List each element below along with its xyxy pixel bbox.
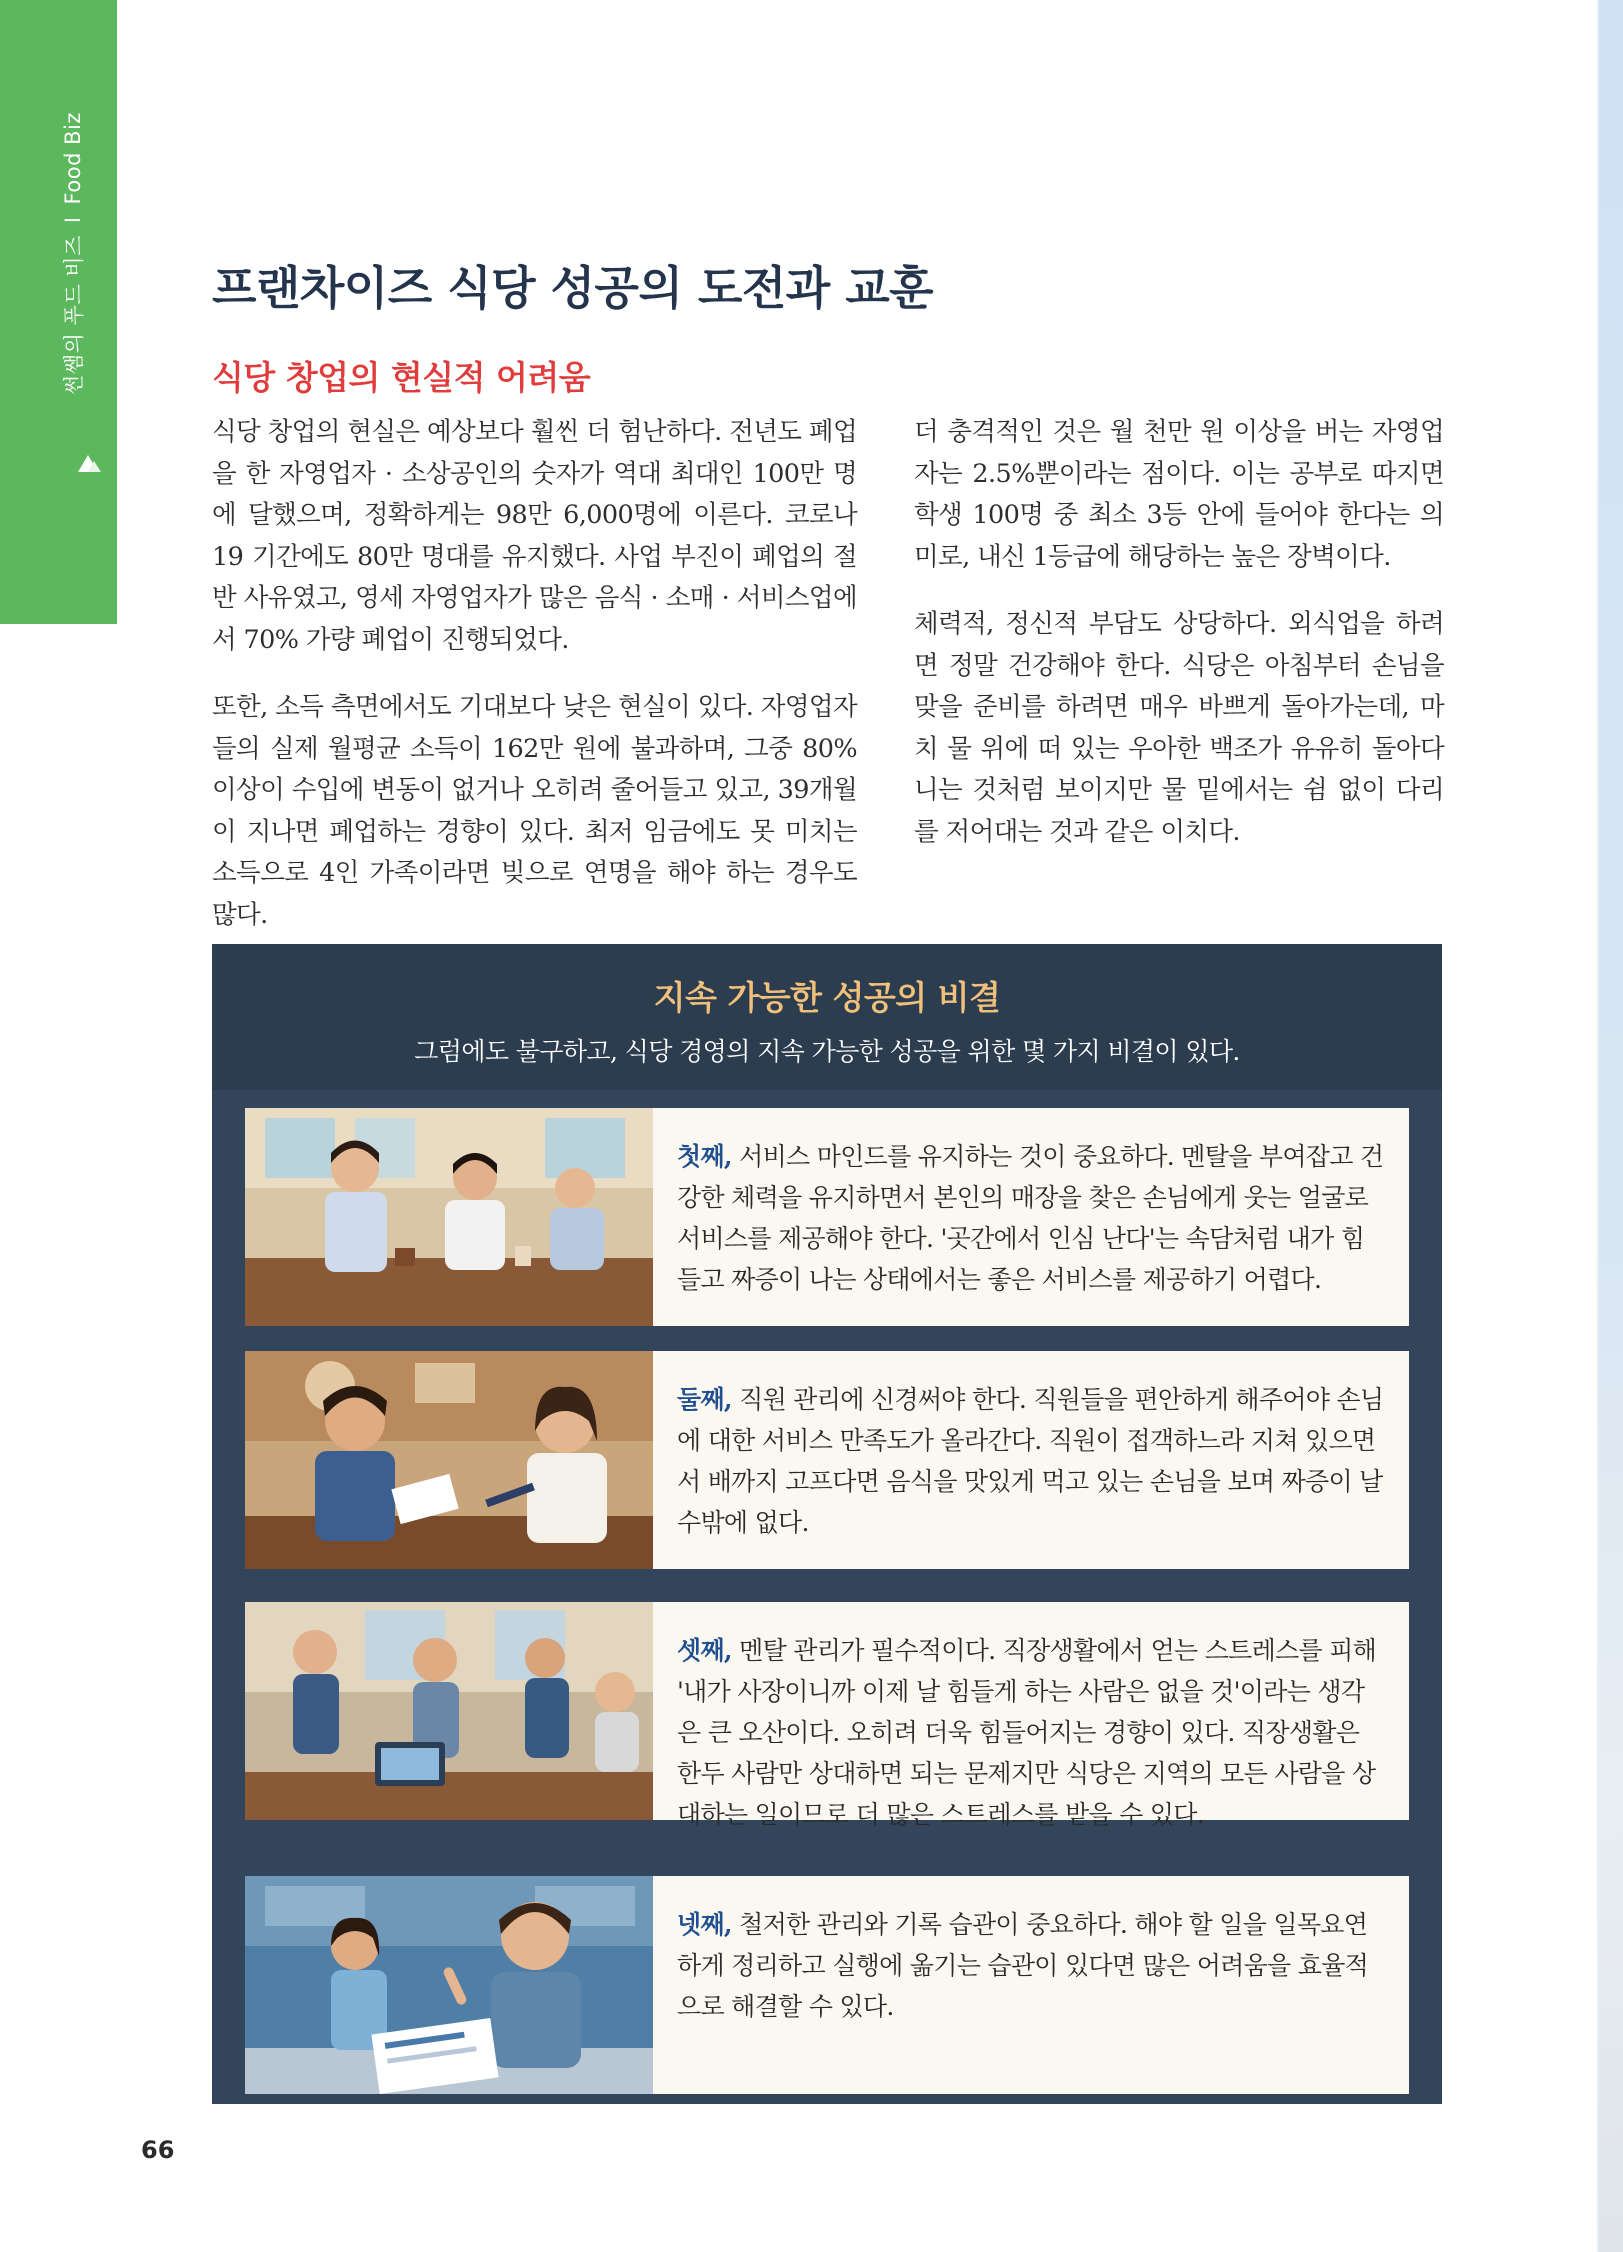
secret-item bbox=[245, 1876, 1409, 2094]
page-number: 66 bbox=[141, 2136, 175, 2164]
secret-body: 철저한 관리와 기록 습관이 중요하다. 해야 할 일을 일목요연하게 정리하고 실행에 옮기는 습관이 있다면 많은 어려움을 효율적으로 해결할 수 있다. bbox=[677, 1910, 1369, 2021]
section-name: Food Biz bbox=[61, 112, 85, 205]
paragraph: 또한, 소득 측면에서도 기대보다 낮은 현실이 있다. 자영업자들의 실제 월평균 소득이 162만 원에 불과하며, 그중 80% 이상이 수입에 변동이 없거나 오히려 줄어들고 있고, 39개월이 지나면 폐업하는 경향이 있다. 최저 임금에도 못 미치는 소득으로 4인 가족이라면 빚으로 연명을 해야 하는 경우도 많다. bbox=[212, 692, 857, 930]
section-label bbox=[58, 112, 88, 395]
secret-ordinal: 셋째, bbox=[677, 1636, 732, 1665]
staff-management-illustration bbox=[245, 1351, 653, 1569]
secrets-header bbox=[212, 944, 1442, 1090]
cafe-service-illustration bbox=[245, 1108, 653, 1326]
secrets-box bbox=[212, 944, 1442, 2104]
record-keeping-illustration bbox=[245, 1876, 653, 2094]
secret-ordinal: 넷째, bbox=[677, 1910, 732, 1939]
left-column bbox=[212, 412, 857, 962]
article-title: 프랜차이즈 식당 성공의 도전과 교훈 bbox=[212, 261, 934, 315]
secret-item bbox=[245, 1108, 1409, 1326]
mountain-icon bbox=[76, 452, 102, 478]
paragraph: 식당 창업의 현실은 예상보다 훨씬 더 험난하다. 전년도 폐업을 한 자영업자 · 소상공인의 숫자가 역대 최대인 100만 명에 달했으며, 정확하게는 98만 6,000명에 이른다. 코로나19 기간에도 80만 명대를 유지했다. 사업 부진이 폐업의 절반 사유였고, 영세 자영업자가 많은 음식 · 소매 · 서비스업에서 70% 가량 폐업이 진행되었다. bbox=[212, 417, 857, 655]
secret-body: 멘탈 관리가 필수적이다. 직장생활에서 얻는 스트레스를 피해 '내가 사장이니까 이제 날 힘들게 하는 사람은 없을 것'이라는 생각은 큰 오산이다. 오히려 더욱 힘들어지는 경향이 있다. 직장생활은 한두 사람만 상대하면 되는 문제지만 식당은 지역의 모든 사람을 상대하는 일이므로 더 많은 스트레스를 받을 수 있다. bbox=[677, 1636, 1377, 1829]
secrets-description: 그럼에도 불구하고, 식당 경영의 지속 가능한 성공을 위한 몇 가지 비결이 있다. bbox=[414, 1037, 1240, 1066]
secrets-title: 지속 가능한 성공의 비결 bbox=[653, 978, 1001, 1017]
right-column bbox=[914, 412, 1444, 879]
secret-item bbox=[245, 1602, 1409, 1829]
paragraph: 더 충격적인 것은 월 천만 원 이상을 버는 자영업자는 2.5%뿐이라는 점이다. 이는 공부로 따지면 학생 100명 중 최소 3등 안에 들어야 한다는 의미로, 내신 1등급에 해당하는 높은 장벽이다. bbox=[914, 417, 1444, 572]
secret-body: 직원 관리에 신경써야 한다. 직원들을 편안하게 해주어야 손님에 대한 서비스 만족도가 올라간다. 직원이 접객하느라 지쳐 있으면서 배까지 고프다면 음식을 맛있게 먹고 있는 손님을 보며 짜증이 날 수밖에 없다. bbox=[677, 1385, 1384, 1537]
brand-name: 썬쌤의 푸드 비즈 bbox=[62, 235, 86, 395]
secret-item-text bbox=[653, 1602, 1409, 1829]
secret-item-text bbox=[653, 1351, 1409, 1569]
secret-body: 서비스 마인드를 유지하는 것이 중요하다. 멘탈을 부여잡고 건강한 체력을 유지하면서 본인의 매장을 찾은 손님에게 웃는 얼굴로 서비스를 제공해야 한다. '곳간에서 인심 난다'는 속담처럼 내가 힘들고 짜증이 나는 상태에서는 좋은 서비스를 제공하기 어렵다. bbox=[677, 1142, 1384, 1294]
secret-item bbox=[245, 1351, 1409, 1569]
paragraph: 체력적, 정신적 부담도 상당하다. 외식업을 하려면 정말 건강해야 한다. 식당은 아침부터 손님을 맞을 준비를 하려면 매우 바쁘게 돌아가는데, 마치 물 위에 떠 있는 우아한 백조가 유유히 돌아다니는 것처럼 보이지만 물 밑에서는 쉼 없이 다리를 저어대는 것과 같은 이치다. bbox=[914, 609, 1444, 847]
article-subtitle: 식당 창업의 현실적 어려움 bbox=[212, 358, 591, 397]
secret-ordinal: 둘째, bbox=[677, 1385, 732, 1414]
mental-care-illustration bbox=[245, 1602, 653, 1820]
secret-item-text bbox=[653, 1108, 1409, 1326]
right-decorative-strip bbox=[1599, 0, 1623, 2252]
secret-item-text bbox=[653, 1876, 1409, 2094]
label-separator: I bbox=[61, 216, 85, 224]
secret-ordinal: 첫째, bbox=[677, 1142, 732, 1171]
